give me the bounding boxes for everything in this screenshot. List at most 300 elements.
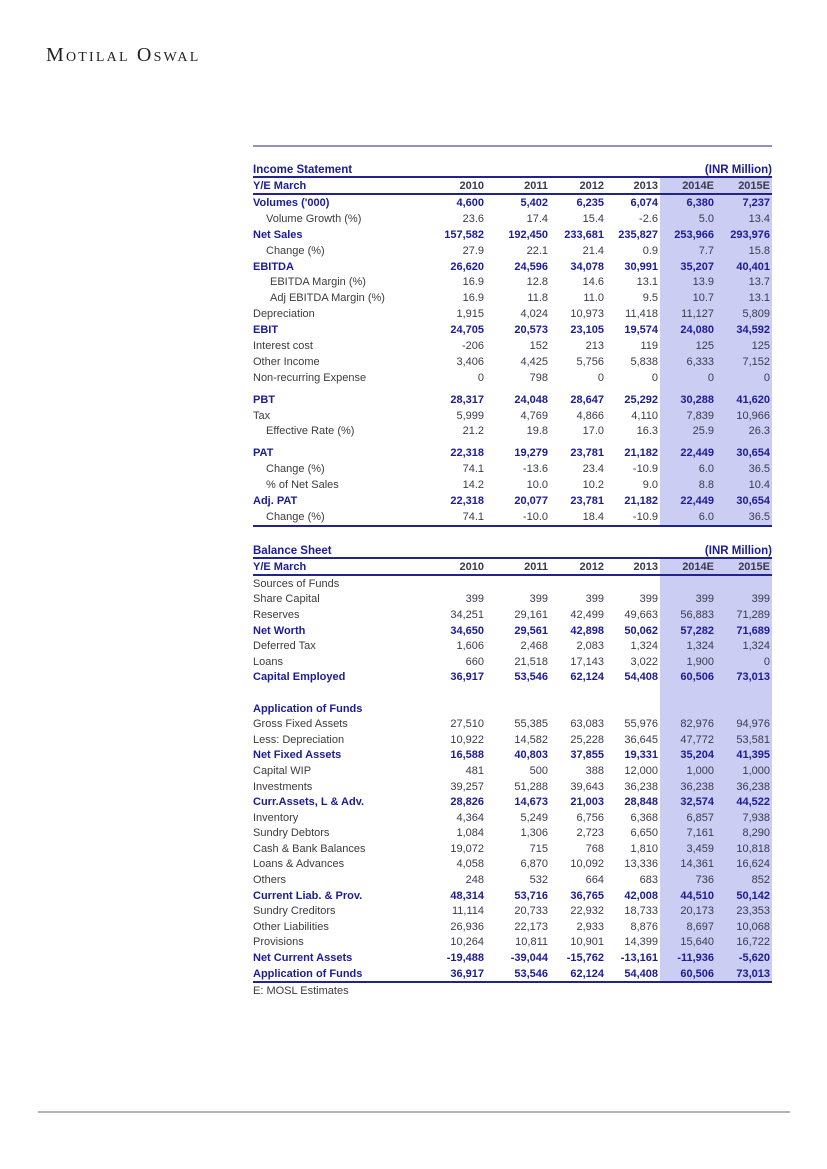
cell-value: 28,848 <box>624 796 658 809</box>
cell-value: 2,468 <box>520 640 548 653</box>
cell-value: 6.0 <box>660 461 716 477</box>
cell-value: 16.9 <box>462 276 484 289</box>
cell-value: 233,681 <box>564 228 604 241</box>
table-row <box>253 716 772 732</box>
cell-value: 82,976 <box>660 716 716 732</box>
cell-value: 10,901 <box>570 936 604 949</box>
cell-value: -13.6 <box>522 463 548 476</box>
cell-value: 7,839 <box>660 408 716 424</box>
income-statement-titlebar <box>253 161 772 178</box>
table-row <box>253 445 772 461</box>
cell-value: 10,092 <box>570 858 604 871</box>
cell-value: 125 <box>716 338 772 354</box>
cell-value: 399 <box>585 593 604 606</box>
cell-value: 62,124 <box>570 967 604 980</box>
row-label: Adj. PAT <box>253 494 298 507</box>
cell-value: 235,827 <box>618 228 658 241</box>
cell-value: 3,406 <box>456 355 484 368</box>
cell-value: 5,809 <box>716 306 772 322</box>
column-header: 2015E <box>716 178 772 193</box>
column-header: 2013 <box>633 179 658 192</box>
cell-value: 19,574 <box>624 324 658 337</box>
cell-value: 26,620 <box>450 260 484 273</box>
table-row <box>253 211 772 227</box>
cell-value: 49,663 <box>624 608 658 621</box>
row-label: Less: Depreciation <box>253 733 345 746</box>
cell-value: 1,306 <box>520 827 548 840</box>
cell-value: 54,408 <box>624 671 658 684</box>
cell-value: 5.0 <box>660 211 716 227</box>
cell-value: 0 <box>477 371 484 384</box>
row-label: Others <box>253 874 287 887</box>
table-row <box>253 195 772 211</box>
cell-value: 74.1 <box>462 510 484 523</box>
income-statement-header-row <box>253 178 772 195</box>
company-logo: Motilal Oswal <box>46 44 201 66</box>
table-row <box>253 888 772 904</box>
cell-value: 34,078 <box>570 260 604 273</box>
table-row <box>253 243 772 259</box>
table-row <box>253 841 772 857</box>
cell-value: 683 <box>639 874 658 887</box>
row-label: Inventory <box>253 811 299 824</box>
table-row <box>253 392 772 408</box>
table-row <box>253 423 772 439</box>
cell-value: 4,425 <box>520 355 548 368</box>
row-label: Share Capital <box>253 593 320 606</box>
table-row <box>253 274 772 290</box>
cell-value: 213 <box>585 339 604 352</box>
table-row <box>253 950 772 966</box>
row-label: Other Income <box>253 355 320 368</box>
cell-value: 6,368 <box>630 811 658 824</box>
cell-value: 660 <box>465 655 484 668</box>
cell-value: 30,288 <box>660 392 716 408</box>
cell-value: 6,870 <box>520 858 548 871</box>
cell-value: 17.0 <box>582 425 604 438</box>
cell-value: 19,072 <box>450 842 484 855</box>
table-row <box>253 408 772 424</box>
row-label: Net Current Assets <box>253 952 353 965</box>
cell-value: 24,596 <box>514 260 548 273</box>
cell-value: -206 <box>461 339 484 352</box>
cell-value: 1,900 <box>660 654 716 670</box>
cell-value: 29,161 <box>514 608 548 621</box>
cell-value: 32,574 <box>660 794 716 810</box>
cell-value: -10.9 <box>632 510 658 523</box>
cell-value: 253,966 <box>660 227 716 243</box>
cell-value: 6,857 <box>660 810 716 826</box>
cell-value: 7,938 <box>716 810 772 826</box>
table-row <box>253 654 772 670</box>
cell-value: 6,333 <box>660 354 716 370</box>
cell-value: 4,364 <box>456 811 484 824</box>
cell-value: 56,883 <box>660 607 716 623</box>
row-label: Volume Growth (%) <box>266 212 362 225</box>
cell-value: 293,976 <box>716 227 772 243</box>
cell-value: 1,324 <box>630 640 658 653</box>
cell-value: 36,238 <box>624 780 658 793</box>
cell-value: 14,399 <box>624 936 658 949</box>
row-label: Reserves <box>253 608 300 621</box>
row-label: Adj EBITDA Margin (%) <box>270 292 385 305</box>
cell-value: 23,105 <box>570 324 604 337</box>
cell-value: 16,624 <box>716 857 772 873</box>
cell-value: 10,973 <box>570 308 604 321</box>
cell-value: 21,182 <box>624 494 658 507</box>
row-label: Current Liab. & Prov. <box>253 889 363 902</box>
cell-value: 36,917 <box>450 671 484 684</box>
table-row <box>253 354 772 370</box>
cell-value: 10.2 <box>582 479 604 492</box>
cell-value: 1,324 <box>660 638 716 654</box>
table-row <box>253 592 772 608</box>
row-label: Volumes ('000) <box>253 196 330 209</box>
cell-value: 23.4 <box>582 463 604 476</box>
cell-value: 7,161 <box>660 826 716 842</box>
cell-value: 3,459 <box>660 841 716 857</box>
cell-value: 532 <box>529 874 548 887</box>
table-row <box>253 623 772 639</box>
cell-value: 19,331 <box>624 749 658 762</box>
cell-value: 42,898 <box>570 624 604 637</box>
cell-value: 22.1 <box>526 244 548 257</box>
cell-value: 4,600 <box>456 196 484 209</box>
table-row <box>253 701 772 717</box>
row-label: Change (%) <box>266 244 325 257</box>
table-row <box>253 370 772 386</box>
table-row <box>253 227 772 243</box>
cell-value: 73,013 <box>716 670 772 686</box>
cell-value: 54,408 <box>624 967 658 980</box>
cell-value: 42,008 <box>624 889 658 902</box>
unit-label: (INR Million) <box>704 545 772 557</box>
row-label: Net Sales <box>253 228 303 241</box>
cell-value: 7,152 <box>716 354 772 370</box>
cell-value: 13.9 <box>660 274 716 290</box>
cell-value: 22,932 <box>570 905 604 918</box>
cell-value: 157,582 <box>444 228 484 241</box>
cell-value: 22,173 <box>514 920 548 933</box>
cell-value: 10,264 <box>450 936 484 949</box>
table-row <box>253 748 772 764</box>
row-label: EBITDA <box>253 260 294 273</box>
cell-value: 13.1 <box>716 290 772 306</box>
cell-value: 1,084 <box>456 827 484 840</box>
column-header: 2011 <box>524 179 548 192</box>
cell-value: 63,083 <box>570 718 604 731</box>
cell-value: 0 <box>651 371 658 384</box>
cell-value: 2,723 <box>576 827 604 840</box>
cell-value: 0 <box>597 371 604 384</box>
cell-value: 852 <box>716 872 772 888</box>
cell-value: 6,074 <box>630 196 658 209</box>
cell-value: 21.2 <box>462 425 484 438</box>
row-label: Interest cost <box>253 339 313 352</box>
cell-value: 18.4 <box>582 510 604 523</box>
column-header: 2014E <box>660 559 716 574</box>
cell-value: 11,127 <box>660 306 716 322</box>
cell-value: 152 <box>529 339 548 352</box>
cell-value: 6,380 <box>660 195 716 211</box>
cell-value: 21,003 <box>570 796 604 809</box>
table-row <box>253 779 772 795</box>
cell-value: 36,645 <box>624 733 658 746</box>
cell-value: 1,000 <box>716 763 772 779</box>
table-row <box>253 857 772 873</box>
cell-value: 20,733 <box>514 905 548 918</box>
cell-value: 399 <box>716 592 772 608</box>
table-row <box>253 338 772 354</box>
cell-value: 10,922 <box>450 733 484 746</box>
cell-value: 10.0 <box>526 479 548 492</box>
unit-label: (INR Million) <box>704 164 772 176</box>
cell-value: 62,124 <box>570 671 604 684</box>
cell-value: 71,689 <box>716 623 772 639</box>
cell-value: 119 <box>640 339 658 352</box>
row-label: PAT <box>253 447 274 460</box>
row-label: EBIT <box>253 324 279 337</box>
row-label: EBITDA Margin (%) <box>270 276 366 289</box>
cell-value: 5,756 <box>576 355 604 368</box>
cell-value: 13.1 <box>636 276 658 289</box>
cell-value: 36,765 <box>570 889 604 902</box>
row-label: Deferred Tax <box>253 640 316 653</box>
balance-sheet-titlebar <box>253 542 772 559</box>
row-label: PBT <box>253 393 275 406</box>
cell-value: 0 <box>716 654 772 670</box>
cell-value: 20,077 <box>514 494 548 507</box>
cell-value: 26,936 <box>450 920 484 933</box>
cell-value: 13,336 <box>624 858 658 871</box>
cell-value: 13.4 <box>716 211 772 227</box>
cell-value: 5,838 <box>630 355 658 368</box>
table-row <box>253 290 772 306</box>
cell-value: 19,279 <box>514 447 548 460</box>
cell-value: 22,449 <box>660 493 716 509</box>
cell-value: 27.9 <box>462 244 484 257</box>
table-row <box>253 810 772 826</box>
cell-value: 11.0 <box>583 292 604 305</box>
cell-value: 798 <box>529 371 548 384</box>
cell-value: 15,640 <box>660 935 716 951</box>
cell-value: 8,876 <box>630 920 658 933</box>
cell-value: 34,650 <box>450 624 484 637</box>
balance-sheet-header-row <box>253 559 772 576</box>
cell-value: 24,048 <box>514 393 548 406</box>
column-header: Y/E March <box>253 560 307 573</box>
table-row <box>253 794 772 810</box>
row-label: Depreciation <box>253 308 315 321</box>
row-label: Capital Employed <box>253 671 346 684</box>
table-row <box>253 322 772 338</box>
cell-value: -13,161 <box>620 952 658 965</box>
cell-value: 13.7 <box>716 274 772 290</box>
cell-value: 41,620 <box>716 392 772 408</box>
cell-value: 1,810 <box>630 842 658 855</box>
table-row <box>253 966 772 982</box>
cell-value: 399 <box>660 592 716 608</box>
cell-value: 22,318 <box>450 494 484 507</box>
cell-value: 40,401 <box>716 259 772 275</box>
table-row <box>253 576 772 592</box>
cell-value: 28,647 <box>570 393 604 406</box>
row-label: Application of Funds <box>253 967 363 980</box>
cell-value: 16,722 <box>716 935 772 951</box>
table-row <box>253 461 772 477</box>
cell-value: 388 <box>585 764 604 777</box>
row-label: Curr.Assets, L & Adv. <box>253 796 365 809</box>
cell-value: 7.7 <box>660 243 716 259</box>
cell-value: 44,510 <box>660 888 716 904</box>
cell-value: 16,588 <box>450 749 484 762</box>
cell-value: 11,418 <box>625 308 658 321</box>
cell-value: 21,182 <box>624 447 658 460</box>
cell-value: 53,546 <box>514 671 548 684</box>
cell-value: -10.9 <box>632 463 658 476</box>
column-header: 2015E <box>716 559 772 574</box>
cell-value: 74.1 <box>462 463 484 476</box>
cell-value: -10.0 <box>522 510 548 523</box>
cell-value: 36,238 <box>716 779 772 795</box>
row-label: Change (%) <box>266 463 325 476</box>
cell-value: 14,673 <box>514 796 548 809</box>
table-row <box>253 306 772 322</box>
cell-value: 50,062 <box>624 624 658 637</box>
cell-value: 10.7 <box>660 290 716 306</box>
row-label: Sources of Funds <box>253 577 340 590</box>
table-row <box>253 259 772 275</box>
cell-value <box>660 685 716 701</box>
cell-value <box>716 685 772 701</box>
column-header: 2012 <box>579 179 604 192</box>
cell-value: 36.5 <box>716 509 772 525</box>
table-title: Balance Sheet <box>253 545 332 557</box>
cell-value: 42,499 <box>570 608 604 621</box>
spacer-row <box>253 685 772 701</box>
balance-sheet-table <box>253 542 772 997</box>
cell-value: 6,650 <box>630 827 658 840</box>
cell-value: 53,546 <box>514 967 548 980</box>
row-label: Change (%) <box>266 510 325 523</box>
cell-value: 4,058 <box>456 858 484 871</box>
table-row <box>253 493 772 509</box>
cell-value: 30,654 <box>716 493 772 509</box>
cell-value: 21.4 <box>582 244 604 257</box>
cell-value: 9.5 <box>642 292 658 305</box>
cell-value: 6,235 <box>576 196 604 209</box>
cell-value: 14,361 <box>660 857 716 873</box>
cell-value: 34,592 <box>716 322 772 338</box>
cell-value: 35,207 <box>660 259 716 275</box>
row-label: Other Liabilities <box>253 920 329 933</box>
cell-value: 399 <box>639 593 658 606</box>
cell-value: 25,292 <box>624 393 658 406</box>
cell-value: 481 <box>465 764 484 777</box>
footer-divider <box>38 1111 790 1113</box>
cell-value: 41,395 <box>716 748 772 764</box>
cell-value: 51,288 <box>514 780 548 793</box>
cell-value: 248 <box>465 874 484 887</box>
cell-value: -2.6 <box>639 212 658 225</box>
cell-value: 16.9 <box>462 292 484 305</box>
cell-value <box>660 576 716 592</box>
cell-value: 0 <box>716 370 772 386</box>
income-statement-body <box>253 195 772 527</box>
cell-value: 22,449 <box>660 445 716 461</box>
cell-value: 10,966 <box>716 408 772 424</box>
cell-value: 125 <box>660 338 716 354</box>
cell-value: 500 <box>529 764 548 777</box>
cell-value: 20,573 <box>514 324 548 337</box>
row-label: % of Net Sales <box>266 479 339 492</box>
row-label: Tax <box>253 409 271 422</box>
cell-value: 25.9 <box>660 423 716 439</box>
cell-value: 11.8 <box>527 292 548 305</box>
cell-value: 24,705 <box>450 324 484 337</box>
cell-value: 23.6 <box>462 212 484 225</box>
cell-value: 1,606 <box>456 640 484 653</box>
cell-value: 55,385 <box>514 718 548 731</box>
cell-value: 192,450 <box>508 228 548 241</box>
cell-value: 4,866 <box>576 409 604 422</box>
cell-value: 20,173 <box>660 903 716 919</box>
cell-value: 4,024 <box>520 308 548 321</box>
row-label: Effective Rate (%) <box>266 425 355 438</box>
cell-value: 36,238 <box>660 779 716 795</box>
cell-value: -39,044 <box>510 952 548 965</box>
row-label: Loans & Advances <box>253 858 345 871</box>
cell-value <box>660 701 716 717</box>
cell-value: 9.0 <box>642 479 658 492</box>
cell-value: 10.4 <box>716 477 772 493</box>
cell-value: 3,022 <box>630 655 658 668</box>
cell-value: -19,488 <box>446 952 484 965</box>
cell-value: 35,204 <box>660 748 716 764</box>
column-header: 2014E <box>660 178 716 193</box>
cell-value: 53,581 <box>716 732 772 748</box>
cell-value: 0 <box>660 370 716 386</box>
cell-value: 664 <box>585 874 604 887</box>
cell-value: 30,991 <box>624 260 658 273</box>
table-row <box>253 903 772 919</box>
table-row <box>253 919 772 935</box>
table-row <box>253 826 772 842</box>
cell-value: -5,620 <box>716 950 772 966</box>
cell-value: 15.4 <box>582 212 604 225</box>
cell-value: 48,314 <box>450 889 484 902</box>
row-label: Sundry Creditors <box>253 905 336 918</box>
column-header: 2012 <box>579 560 604 573</box>
cell-value: 14.6 <box>582 276 604 289</box>
cell-value: 28,826 <box>450 796 484 809</box>
column-header: 2013 <box>633 560 658 573</box>
table-row <box>253 763 772 779</box>
row-label: Gross Fixed Assets <box>253 718 348 731</box>
cell-value: 21,518 <box>514 655 548 668</box>
cell-value: 47,772 <box>660 732 716 748</box>
cell-value: 10,811 <box>515 936 548 949</box>
cell-value: 37,855 <box>570 749 604 762</box>
row-label: Net Fixed Assets <box>253 749 342 762</box>
table-row <box>253 638 772 654</box>
cell-value: 34,251 <box>450 608 484 621</box>
cell-value: 55,976 <box>624 718 658 731</box>
column-header: 2010 <box>459 179 484 192</box>
cell-value: 28,317 <box>450 393 484 406</box>
cell-value: 8,290 <box>716 826 772 842</box>
column-header: 2010 <box>459 560 484 573</box>
